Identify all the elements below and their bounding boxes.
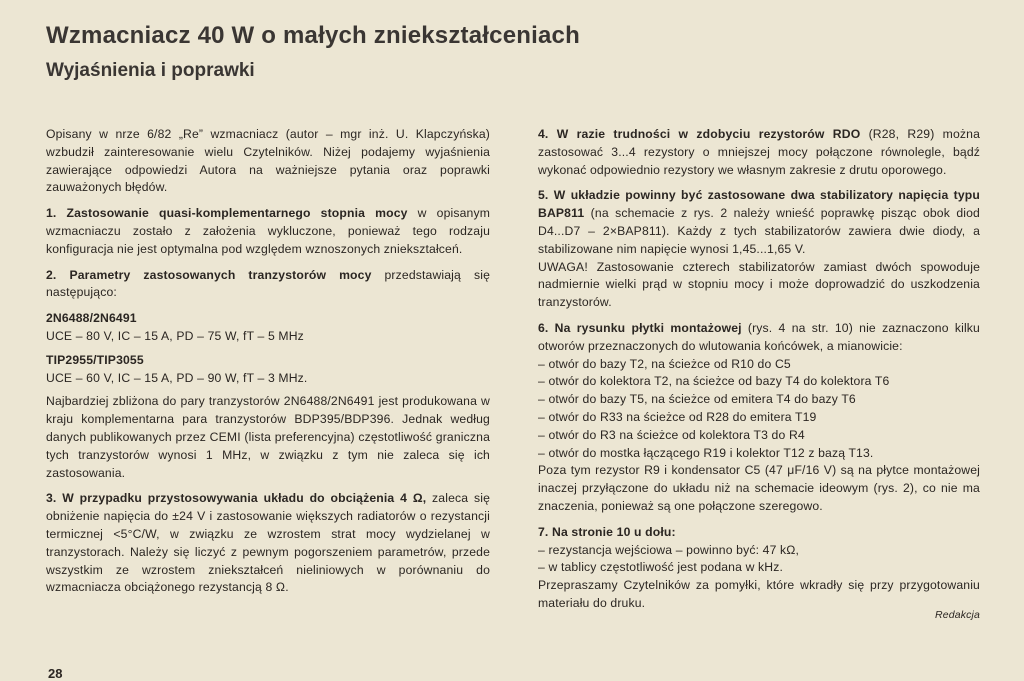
point-4-text: (R28, R29) można zastosować 3...4 rezystory o mniejszej mocy połączone równolegle, bądź wykonać odpowiednio rezystory we własnym zakresie z drutu oporowego. xyxy=(538,127,980,177)
closing-paragraph: Przepraszamy Czytelników za pomyłki, które wkradły się przy przygotowaniu materiału do druku. xyxy=(538,578,980,610)
transistor-2-spec: UCE – 60 V, IC – 15 A, PD – 90 W, fT – 3 MHz. xyxy=(46,370,308,385)
point-6-text: (rys. 4 na str. 10) nie zaznaczono kilku otworów przeznaczonych do wlutowania końcówek, a mianowicie: xyxy=(538,320,980,353)
point-5-text: (na schemacie z rys. 2 należy wnieść poprawkę pisząc obok diod D4...D7 – 2×BAP811). Każdy z tych stabilizatorów zawiera dwie diody, a stabilizowane nim napięcie wynosi 1,45...1,65 V. xyxy=(538,206,980,256)
list-item: – otwór do R3 na ścieżce od kolektora T3 do R4 xyxy=(538,427,805,442)
point-5-warning: UWAGA! Zastosowanie czterech stabilizatorów zamiast dwóch spowoduje nadmiernie wielki prąd w stopniu mocy i może doprowadzić do uszkodzenia tranzystorów. xyxy=(538,259,980,310)
intro-paragraph: Opisany w nrze 6/82 „Re” wzmacniacz (autor – mgr inż. U. Klapczyńska) wzbudził zainteresowanie wielu Czytelników. Niżej podajemy wyjaśnienia zawierające odpowiedzi Autora na ważniejsze pytania oraz poprawki zauważonych błędów. xyxy=(46,127,490,195)
article-title: Wzmacniacz 40 W o małych zniekształceniach xyxy=(46,22,580,49)
left-column xyxy=(46,126,490,605)
list-item: – otwór do R33 na ścieżce od R28 do emitera T19 xyxy=(538,409,817,424)
point-2-text: przedstawiają się następująco: xyxy=(46,267,490,300)
page-number: 28 xyxy=(48,666,63,681)
signature: Redakcja xyxy=(935,608,980,621)
point-3-text: zaleca się obniżenie napięcia do ±24 V i zastosowanie większych radiatorów o rezystancji termicznej <5°C/W, w związku ze wzrostem strat mocy wydzielanej w tranzystorach. Należy się liczyć z pewnym pogorszeniem parametrów, przede wszystkim ze wzrostem zniekształceń nieliniowych w porównaniu do wzmacniacza obciążonego rezystancją 8 Ω. xyxy=(46,491,490,595)
point-7 xyxy=(538,524,980,542)
point-3 xyxy=(46,490,490,597)
list-item: – otwór do mostka łączącego R19 i kolektor T12 z bazą T13. xyxy=(538,445,874,460)
point-6 xyxy=(538,320,980,356)
point-4-lead: 4. W razie trudności w zdobyciu rezystorów RDO xyxy=(538,127,861,141)
point-1 xyxy=(46,205,490,258)
point-2 xyxy=(46,267,490,303)
list-item: – otwór do bazy T5, na ścieżce od emitera T4 do bazy T6 xyxy=(538,392,856,407)
point-6-continuation: Poza tym rezystor R9 i kondensator C5 (47 μF/16 V) są na płytce montażowej inaczej przyłączone do układu niż na schemacie ideowym (rys. 2), co nie ma znaczenia, ponieważ są one połączone szeregowo. xyxy=(538,463,980,513)
point-2-lead: 2. Parametry zastosowanych tranzystorów mocy xyxy=(46,267,372,282)
point-6-lead: 6. Na rysunku płytki montażowej xyxy=(538,320,742,335)
point-4 xyxy=(538,126,980,179)
list-item: – otwór do bazy T2, na ścieżce od R10 do C5 xyxy=(538,356,791,371)
point-3-lead: 3. W przypadku przystosowywania układu do obciążenia 4 Ω, xyxy=(46,491,427,506)
point-1-text: w opisanym wzmacniaczu zostało z założenia wykluczone, ponieważ tego rodzaju konfiguracja nie jest optymalna pod względem wznoszonych zniekształceń. xyxy=(46,206,491,256)
point-5-lead: 5. W układzie powinny być zastosowane dwa stabilizatory napięcia typu BAP811 xyxy=(538,188,980,221)
point-7-lead: 7. Na stronie 10 u dołu: xyxy=(538,524,676,539)
article-subtitle: Wyjaśnienia i poprawki xyxy=(46,60,255,81)
point-1-lead: 1. Zastosowanie quasi-komplementarnego stopnia mocy xyxy=(46,206,408,221)
transistor-1-spec: UCE – 80 V, IC – 15 A, PD – 75 W, fT – 5 MHz xyxy=(46,328,304,343)
point-2-continuation: Najbardziej zbliżona do pary tranzystorów 2N6488/2N6491 jest produkowana w kraju komplementarna para tranzystorów BDP395/BDP396. Jednak według danych publikowanych przez CEMI (lista preferencyjna) częstotliwość graniczna tych tranzystorów wynosi 1 MHz, w związku z tym nie zaleca się ich zastosowania. xyxy=(46,394,490,480)
point-7-list xyxy=(538,542,980,578)
right-column xyxy=(538,126,980,625)
transistor-1-name: 2N6488/2N6491 xyxy=(46,311,137,326)
list-item: – otwór do kolektora T2, na ścieżce od bazy T4 do kolektora T6 xyxy=(538,374,890,389)
list-item: – rezystancja wejściowa – powinno być: 47 kΩ, xyxy=(538,542,800,557)
point-6-list xyxy=(538,356,980,463)
transistor-2-name: TIP2955/TIP3055 xyxy=(46,352,144,367)
list-item: – w tablicy częstotliwość jest podana w kHz. xyxy=(538,560,784,575)
point-5 xyxy=(538,187,980,312)
